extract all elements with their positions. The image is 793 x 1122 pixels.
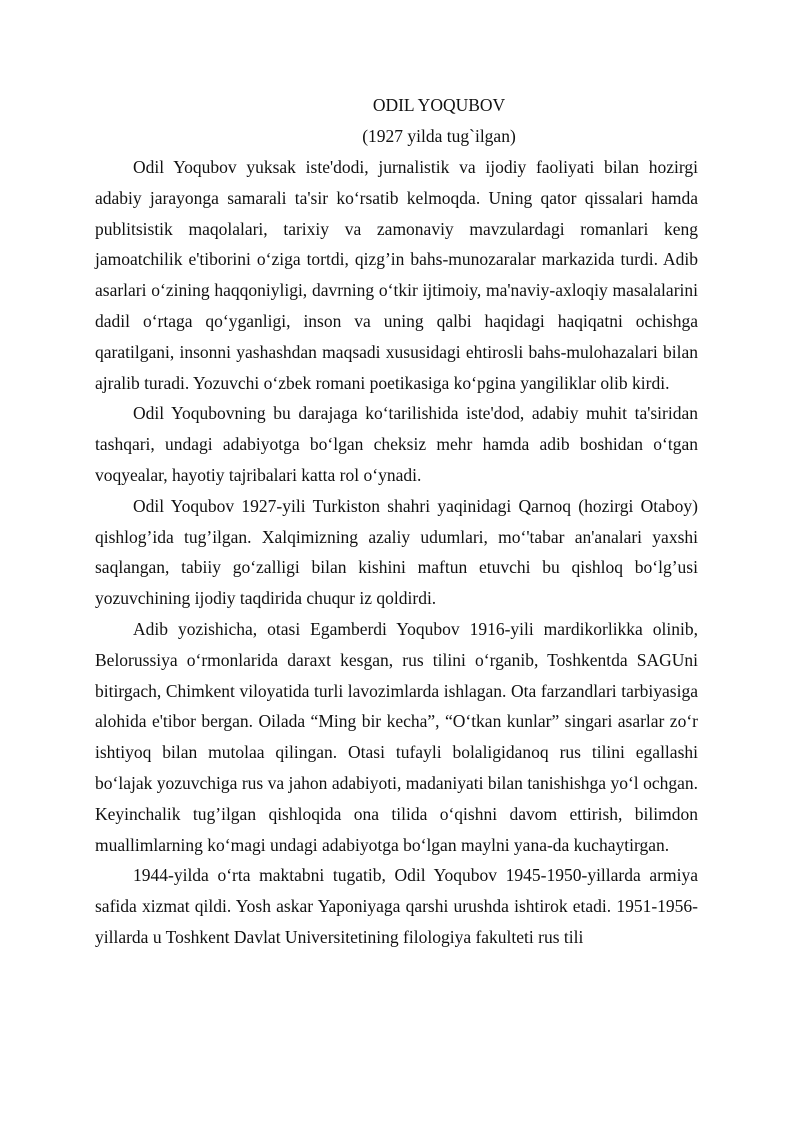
paragraph-4: Adib yozishicha, otasi Egamberdi Yoqubov 1916-yili mardikorlikka olinib, Belorussiya o‘rmonlarida daraxt kesgan, rus tilini o‘rganib, Toshkentda SAGUni bitirgach, Chimkent viloyatida turli lavozimlarda ishlagan. Ota farzandlari tarbiyasiga alohida e'tibor bergan. Oilada “Ming bir kecha”, “O‘tkan kunlar” singari asarlar zo‘r ishtiyoq bilan mutolaa qilingan. Otasi tufayli bolaligidanoq rus tilini egallashi bo‘lajak yozuvchiga rus va jahon adabiyoti, madaniyati bilan tanishishga yo‘l ochgan. Keyinchalik tug’ilgan qishloqida ona tilida o‘qishni davom ettirish, bilimdon muallimlarning ko‘magi undagi adabiyotga bo‘lgan maylni yana-da kuchaytirgan. <box>95 618 698 855</box>
paragraph-2: Odil Yoqubovning bu darajaga ko‘tarilishida iste'dod, adabiy muhit ta'siridan tashqari, undagi adabiyotga bo‘lgan cheksiz mehr hamda adib boshidan o‘tgan voqyealar, hayotiy tajribalari katta rol o‘ynadi. <box>95 403 698 485</box>
paragraph-5: 1944-yilda o‘rta maktabni tugatib, Odil Yoqubov 1945-1950-yillarda armiya safida xizmat qildi. Yosh askar Yaponiyaga qarshi urushda ishtirok etadi. 1951-1956-yillarda u Toshkent Davlat Universitetining filologiya fakulteti rus tili <box>95 865 698 947</box>
paragraph-1: Odil Yoqubov yuksak iste'dodi, jurnalistik va ijodiy faoliyati bilan hozirgi adabiy jarayonga samarali ta'sir ko‘rsatib kelmoqda. Uning qator qissalari hamda publitsistik maqolalari, tarixiy va zamonaviy mavzulardagi romanlari keng jamoatchilik e'tiborini o‘ziga tortdi, qizg’in bahs-munozaralar markazida turdi. Adib asarlari o‘zining haqqoniyligi, davrning o‘tkir ijtimoiy, ma'naviy-axloqiy masalalarini dadil o‘rtaga qo‘yganligi, inson va uning qalbi haqidagi haqiqatni ochishga qaratilgani, insonni yashashdan maqsadi xususidagi ehtirosli bahs-mulohazalari bilan ajralib turadi. Yozuvchi o‘zbek romani poetikasiga ko‘pgina yangiliklar olib kirdi. <box>95 157 698 393</box>
document-title: ODIL YOQUBOV <box>372 95 506 115</box>
paragraph-3: Odil Yoqubov 1927-yili Turkiston shahri yaqinidagi Qarnoq (hozirgi Otaboy) qishlog’ida tug’ilgan. Xalqimizning azaliy udumlari, mo‘'tabar an'analari yaxshi saqlangan, tabiiy go‘zalligi bilan kishini maftun etuvchi bu qishloq bo‘lg’usi yozuvchining ijodiy taqdirida chuqur iz qoldirdi. <box>95 495 698 609</box>
document-page <box>95 90 698 953</box>
document-subtitle: (1927 yilda tug`ilgan) <box>362 126 516 146</box>
